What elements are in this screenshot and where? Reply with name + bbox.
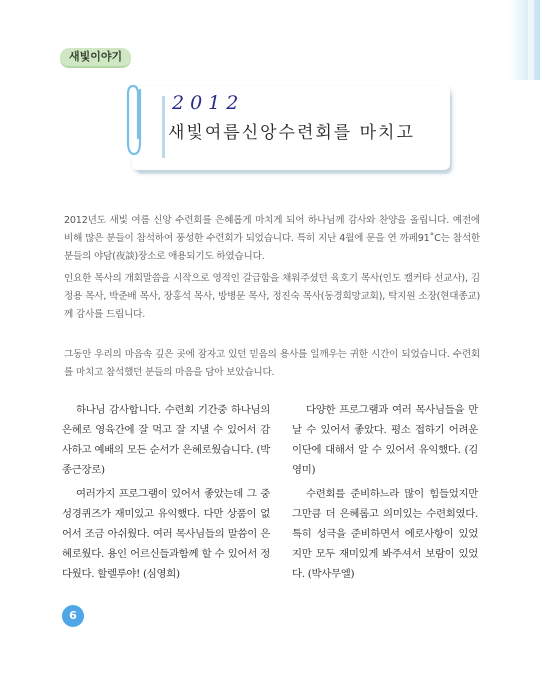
paperclip-icon: [124, 80, 146, 160]
page-number: 6: [62, 605, 84, 627]
testimonial-item: 여러가지 프로그램이 있어서 좋았는데 그 중 성경퀴즈가 재미있고 유익했다. 다만 상품이 없어서 조금 아쉬웠다. 여러 목사님들의 말씀이 은혜로웠다. 용인 어르신들과함께 할 수 있어서 정다웠다. 할렐루야! (심영희): [62, 488, 270, 580]
intro-paragraph-1: 2012년도 새빛 여름 신앙 수련회를 은혜롭게 마치게 되어 하나님께 감사와 찬양을 올립니다. 예전에 비해 많은 분들이 참석하여 풍성한 수련회가 되었습니다. 특히 지난 4월에 문을 연 까페91˚C는 참석한 분들의 야담(夜談)장소로 애용되기도 하였습니다.: [64, 215, 480, 262]
section-tag: 새빛이야기: [60, 48, 131, 68]
page-title: 새빛여름신앙수련회를 마치고: [168, 123, 415, 143]
testimonial-item: 수련회를 준비하느라 많이 힘들었지만 그만큼 더 은혜롭고 의미있는 수련회였다. 특히 성극을 준비하면서 에로사항이 있었지만 모두 재미있게 봐주셔서 보람이 있었다. (박사무엘): [292, 488, 478, 580]
testimonial-item: 하나님 감사합니다. 수련회 기간중 하나님의 은혜로 영육간에 잘 먹고 잘 지낼 수 있어서 감사하고 예배의 모든 순서가 은혜로웠습니다. (박종근장로): [62, 404, 270, 476]
page-edge-decoration: [510, 0, 540, 80]
title-year: 2012: [172, 92, 245, 114]
intro-paragraph-2: 인요한 목사의 개회말씀을 시작으로 영적인 갈급함을 채워주셨던 육호기 목사(인도 캘커타 선교사), 김정용 목사, 박준배 목사, 장홍석 목사, 방병문 목사, 정진숙 목사(동경희망교회), 탁지원 소장(현대종교)께 감사를 드립니다.: [64, 273, 480, 320]
testimonial-item: 다양한 프로그램과 여러 목사님들을 만날 수 있어서 좋았다. 평소 접하기 어려운 이단에 대해서 알 수 있어서 유익했다. (김영미): [292, 404, 478, 476]
intro-paragraph-3: 그동안 우리의 마음속 깊은 곳에 잠자고 있던 믿음의 용사를 일깨우는 귀한 시간이 되었습니다. 수련회를 마치고 참석했던 분들의 마음을 담아 보았습니다.: [64, 349, 480, 378]
